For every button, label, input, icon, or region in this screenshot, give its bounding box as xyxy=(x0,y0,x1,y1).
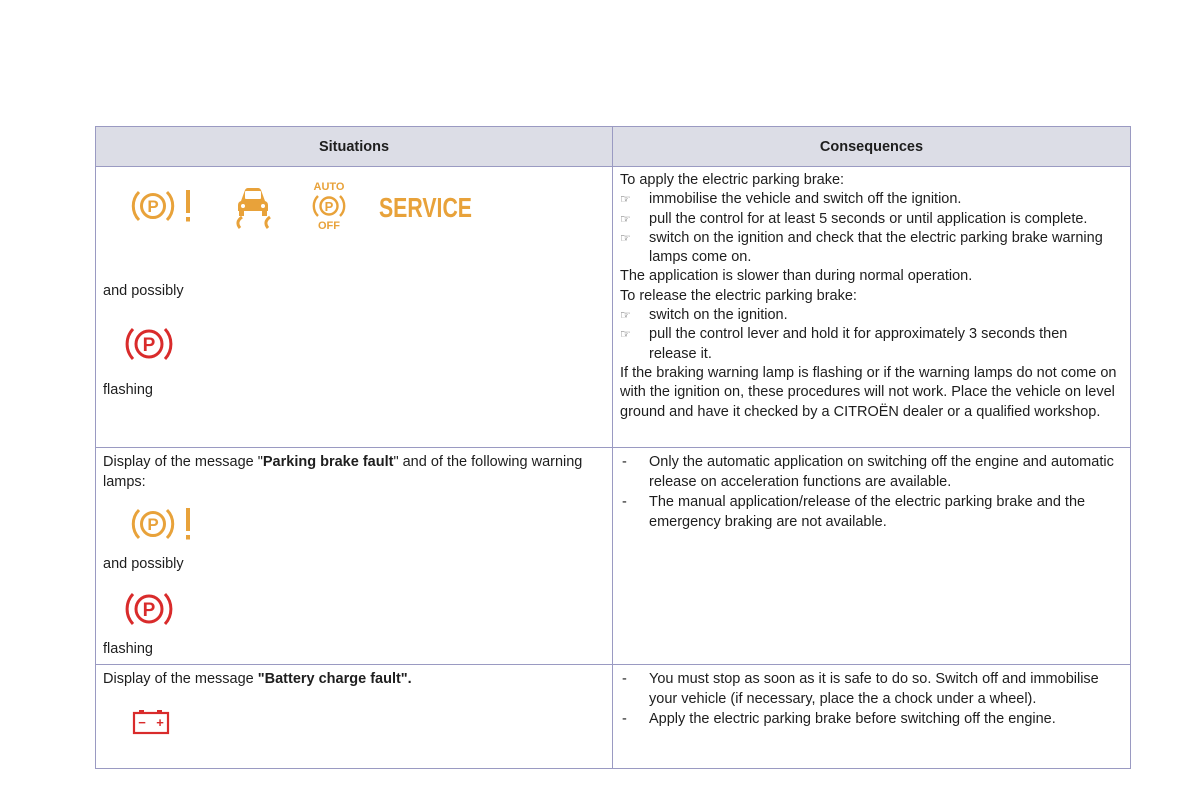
auto-p-off-icon xyxy=(306,179,352,231)
release-intro: To release the electric parking brake: xyxy=(620,287,857,304)
header-consequences: Consequences xyxy=(613,127,1131,167)
header-row xyxy=(96,127,1131,167)
list-item: ☞ pull the control lever and hold it for approximately 3 seconds then release it. xyxy=(620,326,1068,362)
list-item: ☞ switch on the ignition and check that the electric parking brake warning lamps come on. xyxy=(620,229,1103,266)
svg-text:+: + xyxy=(156,715,164,730)
flashing-text: flashing xyxy=(103,382,153,398)
table-row xyxy=(96,665,1131,769)
skid-car-icon xyxy=(232,183,274,229)
parking-brake-fault-message: Display of the message "Parking brake fault" and of the following warning lamps: xyxy=(103,454,583,490)
and-possibly-text: and possibly xyxy=(103,283,184,299)
slower-note: The application is slower than during normal operation. xyxy=(620,268,973,285)
svg-text:P: P xyxy=(142,335,156,356)
service-icon xyxy=(378,191,474,223)
situation-cell xyxy=(96,448,613,665)
situation-cell xyxy=(96,167,613,448)
table-row xyxy=(96,167,1131,448)
service-label: SERVICE xyxy=(379,192,472,223)
apply-intro: To apply the electric parking brake: xyxy=(620,172,845,188)
parking-brake-red-icon xyxy=(124,324,174,364)
parking-brake-fault-amber-icon xyxy=(132,187,194,225)
battery-icon xyxy=(132,709,170,737)
parking-brake-fault-amber-icon xyxy=(132,505,194,543)
pointing-hand-icon: ☞ xyxy=(620,230,631,245)
pointing-hand-icon: ☞ xyxy=(620,211,631,226)
svg-text:−: − xyxy=(138,715,146,730)
flashing-text: flashing xyxy=(103,641,153,657)
list-item: - Only the automatic application on switching off the engine and automatic release on acceleration functions are available. xyxy=(622,454,1114,490)
warning-note: If the braking warning lamp is flashing or if the warning lamps do not come on with the ignition on, these procedures will not work. Place the vehicle on level ground and have it checked by a CITROËN dealer or a qualified workshop. xyxy=(620,364,1117,420)
parking-brake-red-icon xyxy=(124,589,174,629)
svg-text:P: P xyxy=(147,515,159,534)
list-item: - You must stop as soon as it is safe to do so. Switch off and immobilise your vehicle (if necessary, place the a chock under a wheel). xyxy=(622,671,1099,707)
consequence-block xyxy=(613,665,1130,729)
consequence-cell xyxy=(613,665,1131,769)
and-possibly-text: and possibly xyxy=(103,556,184,572)
list-item: ☞ switch on the ignition. xyxy=(620,306,1118,325)
consequence-cell xyxy=(613,167,1131,448)
battery-fault-message: Display of the message "Battery charge fault". xyxy=(103,671,412,687)
list-item: ☞ immobilise the vehicle and switch off the ignition. xyxy=(620,190,1118,209)
svg-text:P: P xyxy=(147,197,159,216)
table-row xyxy=(96,448,1131,665)
pointing-hand-icon: ☞ xyxy=(620,327,631,342)
svg-text:P: P xyxy=(324,199,334,214)
consequence-block xyxy=(613,167,1130,422)
consequence-block xyxy=(613,448,1130,532)
pointing-hand-icon: ☞ xyxy=(620,192,631,207)
list-item: - The manual application/release of the electric parking brake and the emergency braking are not available. xyxy=(622,494,1086,530)
pointing-hand-icon: ☞ xyxy=(620,308,631,323)
list-item: ☞ pull the control for at least 5 seconds or until application is complete. xyxy=(620,210,1118,229)
off-label: OFF xyxy=(318,220,340,232)
consequence-cell xyxy=(613,448,1131,665)
header-situations: Situations xyxy=(96,127,613,167)
situation-cell xyxy=(96,665,613,769)
list-item: - Apply the electric parking brake before switching off the engine. xyxy=(622,711,1056,727)
warning-table xyxy=(95,126,1131,769)
auto-label: AUTO xyxy=(313,181,345,193)
svg-text:P: P xyxy=(142,600,156,621)
